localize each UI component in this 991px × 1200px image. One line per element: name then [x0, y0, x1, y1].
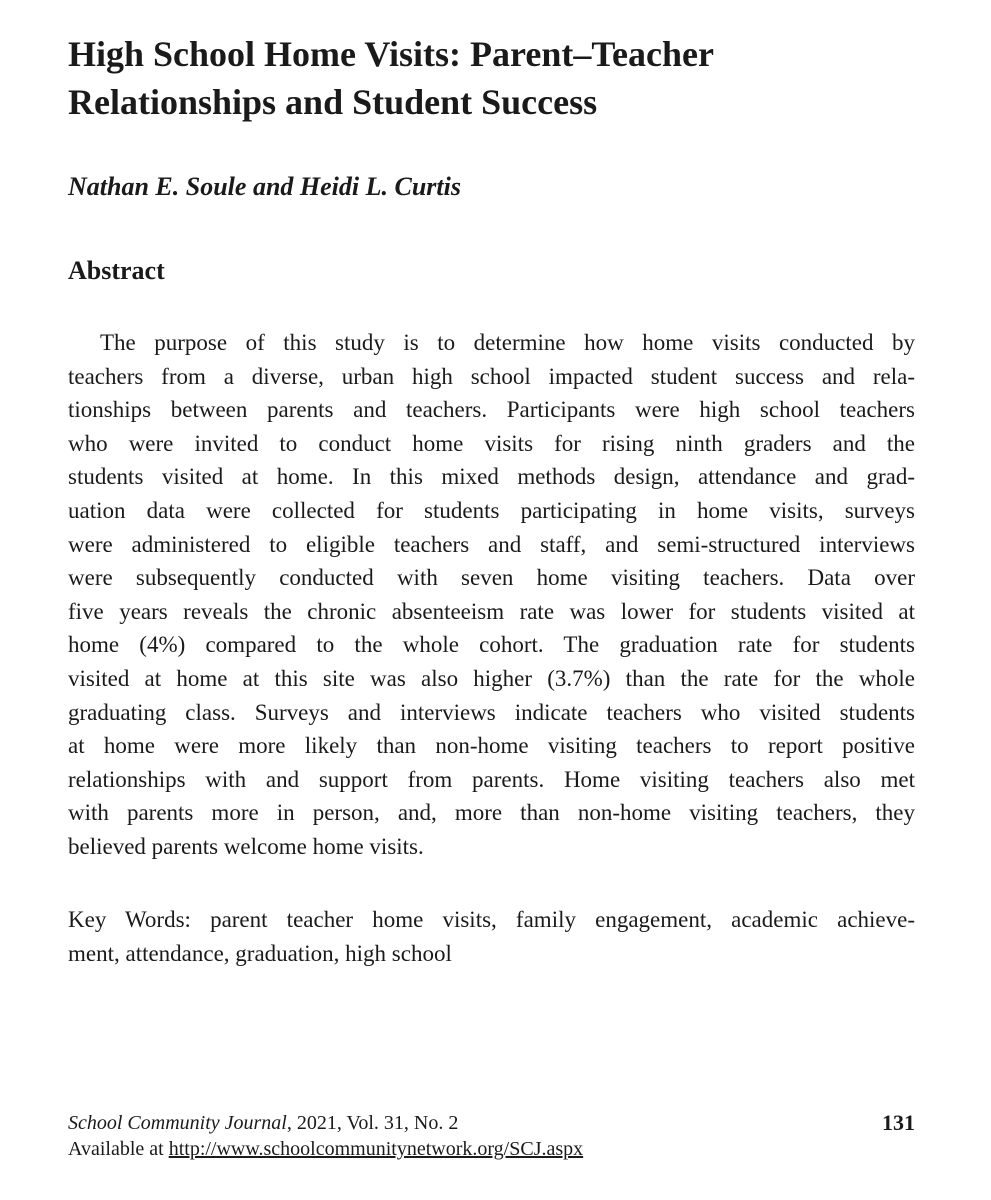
text-line: students visited at home. In this mixed methods design, attendance and grad-	[68, 464, 915, 490]
text-line: with parents more in person, and, more than non-home visiting teachers, they	[68, 800, 915, 826]
text-line: relationships with and support from parents. Home visiting teachers also met	[68, 766, 915, 792]
page-number: 131	[882, 1110, 915, 1135]
citation	[68, 1110, 915, 1136]
text-line: ment, attendance, graduation, high school	[68, 940, 452, 966]
availability	[68, 1136, 915, 1162]
journal-link[interactable]: http://www.schoolcommunitynetwork.org/SCJ.aspx	[168, 1138, 584, 1160]
text-line: uation data were collected for students participating in home visits, surveys	[68, 497, 915, 523]
title-line: High School Home Visits: Parent–Teacher	[68, 34, 714, 74]
text-line: were administered to eligible teachers and staff, and semi-structured interviews	[68, 531, 915, 557]
text-line: home (4%) compared to the whole cohort. The graduation rate for students	[68, 632, 915, 658]
available-prefix: Available at	[68, 1138, 169, 1160]
paper-title	[68, 30, 928, 126]
text-line: Key Words: parent teacher home visits, family engagement, academic achieve-	[68, 907, 915, 932]
text-line: at home were more likely than non-home visiting teachers to report positive	[68, 733, 915, 759]
keywords	[68, 903, 915, 970]
text-line: who were invited to conduct home visits for rising ninth graders and the	[68, 430, 915, 456]
text-line: believed parents welcome home visits.	[68, 833, 424, 859]
journal-name: School Community Journal	[68, 1112, 287, 1134]
text-line: teachers from a diverse, urban high school impacted student success and rela-	[68, 363, 915, 389]
text-line: five years reveals the chronic absenteeism rate was lower for students visited at	[68, 598, 915, 624]
citation-details: , 2021, Vol. 31, No. 2	[286, 1112, 459, 1134]
abstract-heading: Abstract	[68, 256, 165, 285]
authors: Nathan E. Soule and Heidi L. Curtis	[68, 172, 461, 201]
text-line: visited at home at this site was also higher (3.7%) than the rate for the whole	[68, 665, 915, 691]
footer	[68, 1110, 915, 1162]
abstract-body	[68, 326, 915, 864]
text-line: were subsequently conducted with seven home visiting teachers. Data over	[68, 565, 915, 591]
text-line: tionships between parents and teachers. Participants were high school teachers	[68, 397, 915, 423]
title-line: Relationships and Student Success	[68, 82, 598, 122]
text-line: The purpose of this study is to determine how home visits conducted by	[100, 330, 915, 355]
text-line: graduating class. Surveys and interviews indicate teachers who visited students	[68, 699, 915, 725]
